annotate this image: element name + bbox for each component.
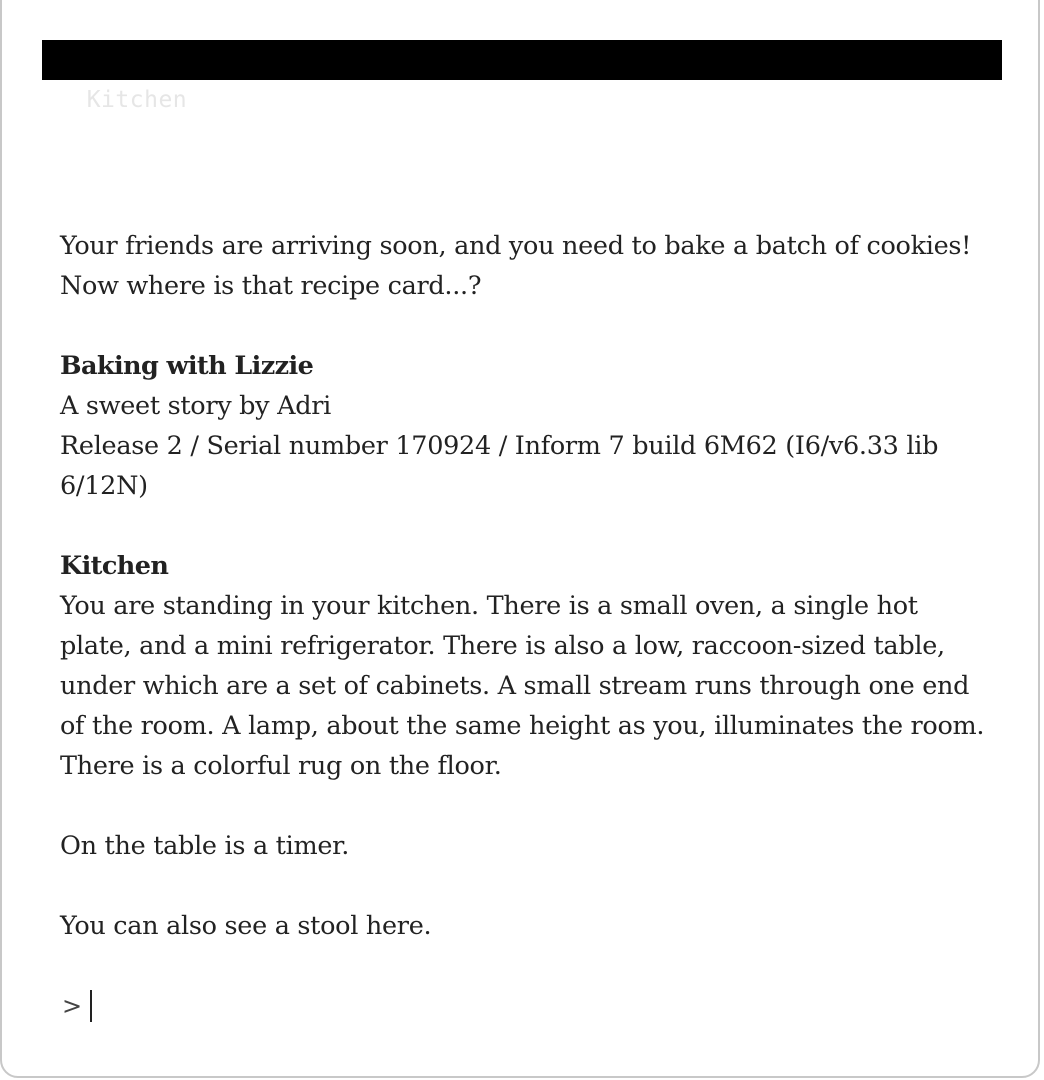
table-contents-text: On the table is a timer. <box>60 831 350 861</box>
room-name: Kitchen <box>60 551 169 581</box>
game-subtitle: A sweet story by Adri <box>60 391 331 421</box>
game-banner <box>60 346 990 506</box>
game-title: Baking with Lizzie <box>60 351 314 381</box>
status-location: Kitchen <box>86 87 188 113</box>
story-transcript <box>60 226 990 986</box>
room-section <box>60 546 990 786</box>
release-info: Release 2 / Serial number 170924 / Inform 7 build 6M62 (I6/v6.33 lib 6/12N) <box>60 431 939 501</box>
intro-text: Your friends are arriving soon, and you need to bake a batch of cookies! Now where is that recipe card...? <box>60 231 972 301</box>
also-see-text: You can also see a stool here. <box>60 911 432 941</box>
prompt-symbol: > <box>62 992 83 1020</box>
room-description: You are standing in your kitchen. There is a small oven, a single hot plate, and a mini refrigerator. There is also a low, raccoon-sized table, under which are a set of cabinets. A small stream runs through one end of the room. A lamp, about the same height as you, illuminates the room. There is a colorful rug on the floor. <box>60 591 985 781</box>
command-input[interactable] <box>92 988 898 1024</box>
command-prompt[interactable] <box>62 986 898 1026</box>
status-bar <box>42 40 1002 113</box>
